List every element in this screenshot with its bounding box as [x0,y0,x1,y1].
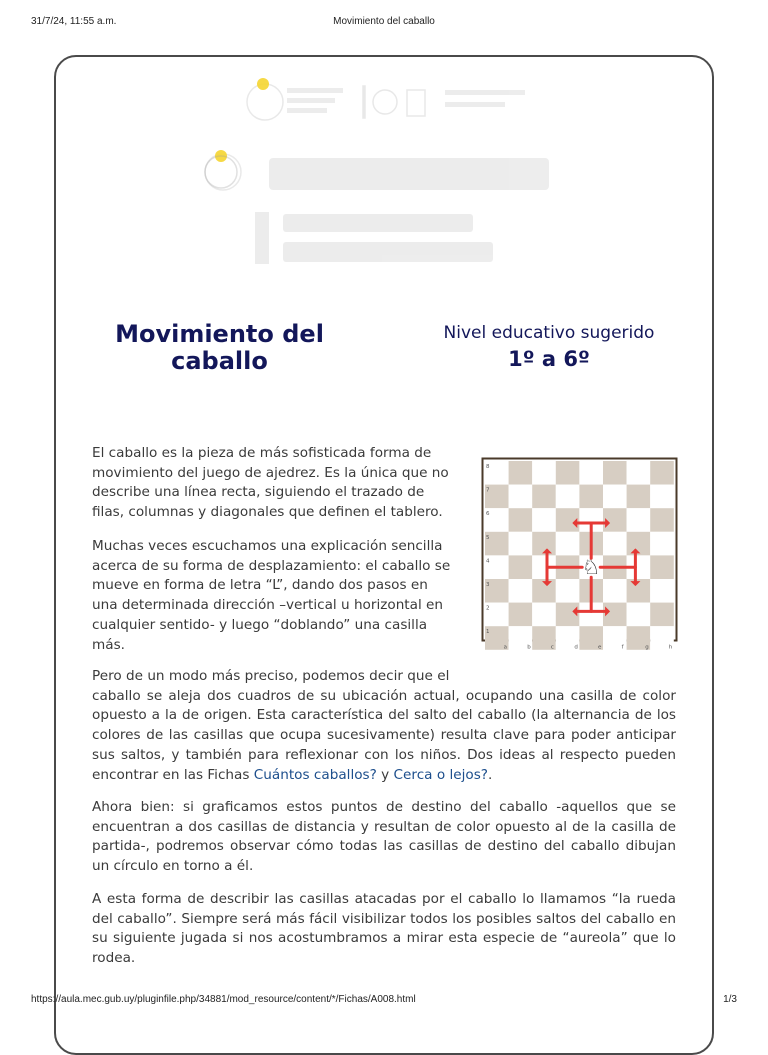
paragraph-l-shape: Muchas veces escuchamos una explicación sencilla acerca de su forma de desplazamiento: el caballo se mueve en forma de letra “L”, dando dos pasos en una determinada dirección –vertical u horizontal en cualquier sentido- y luego “doblando” una casilla más. [92,538,451,653]
print-page-number: 1/3 [723,994,737,1005]
paragraph-end: . [488,766,493,783]
paragraph-precise-text: caballo se aleja dos cuadros de su ubicación actual, ocupando una casilla de color opuesto a la de origen. Esta característica del salto del caballo (la alternancia de los colores de las casillas que ocupa sucesivamente) resulta clave para poder anticipar sus saltos, y también para reflexionar con los niños. Dos ideas al respecto pueden encontrar en las Fichas [92,687,676,783]
board-square [650,508,674,532]
print-datetime: 31/7/24, 11:55 a.m. [31,16,117,27]
board-square [650,555,674,579]
rank-label: 2 [486,605,490,612]
board-square [509,555,533,579]
rank-label: 5 [486,534,490,541]
board-square [579,485,603,509]
board-square [650,532,674,556]
board-square [556,532,580,556]
paragraph-wheel: A esta forma de describir las casillas atacadas por el caballo lo llamamos “la rueda del caballo”. Siempre será más fácil visibilizar todos los posibles saltos del caballo en su siguiente jugada si nos acostumbramos a mirar esta especie de “aureola” que lo rodea. [92,891,676,967]
file-label: e [598,644,602,651]
rank-label: 3 [486,582,490,588]
board-square [509,532,533,556]
board-square [556,461,580,485]
board-square [509,485,533,509]
knight-piece: ♘ [581,555,601,580]
rank-label: 7 [486,487,490,494]
board-square [532,485,556,509]
board-square [532,461,556,485]
board-square [650,603,674,627]
rank-label: 1 [486,629,490,636]
print-title: Movimiento del caballo [333,16,435,27]
link-connector: y [381,766,390,783]
paragraph-precise [92,667,676,785]
rank-label: 4 [486,558,490,565]
file-label: d [574,644,578,651]
board-square [603,532,627,556]
institution-logos [235,74,555,294]
board-square [532,603,556,627]
level-label: Nivel educativo sugerido [443,323,655,343]
board-square [509,603,533,627]
knight-moves-board [482,458,677,651]
board-square [556,579,580,603]
board-square [603,461,627,485]
board-square [650,485,674,509]
print-header [0,16,768,30]
board-square [650,461,674,485]
paragraph-precise-line1: Pero de un modo más preciso, podemos decir que el [92,668,450,684]
file-label: a [503,644,507,651]
board-square [509,461,533,485]
page-title: Movimiento del caballo [115,320,324,375]
paragraph-intro: El caballo es la pieza de más sofisticada forma de movimiento del juego de ajedrez. Es la única que no describe una línea recta, siguiendo el trazado de filas, columnas y diagonales que definen el tablero. [92,445,449,521]
board-square [650,579,674,603]
board-square [627,603,651,627]
link-cerca-o-lejos[interactable]: Cerca o lejos? [393,766,488,783]
file-label: g [645,644,649,651]
board-square [627,461,651,485]
board-square [627,508,651,532]
board-square [603,579,627,603]
board-square [579,461,603,485]
rank-label: 8 [486,464,490,470]
file-label: b [527,644,531,651]
level-value: 1º a 6º [508,347,590,371]
board-square [509,508,533,532]
board-square [556,485,580,509]
board-square [627,485,651,509]
board-square [532,508,556,532]
file-label: f [621,644,624,651]
file-label: h [668,644,673,651]
print-url: https://aula.mec.gub.uy/pluginfile.php/34881/mod_resource/content/*/Fichas/A008.html [31,994,416,1005]
paragraph-destinations: Ahora bien: si graficamos estos puntos de destino del caballo -aquellos que se encuentran a dos casillas de distancia y resultan de color opuesto al de la casilla de partida-, podremos observar cómo todas las casillas de destino del caballo dibujan un círculo en torno a él. [92,799,676,875]
print-footer [0,994,768,1008]
rank-label: 6 [486,511,490,518]
link-cuantos-caballos[interactable]: Cuántos caballos? [253,766,377,783]
board-square [509,579,533,603]
file-label: c [550,644,554,651]
board-square [603,485,627,509]
chessboard-diagram [482,458,677,651]
